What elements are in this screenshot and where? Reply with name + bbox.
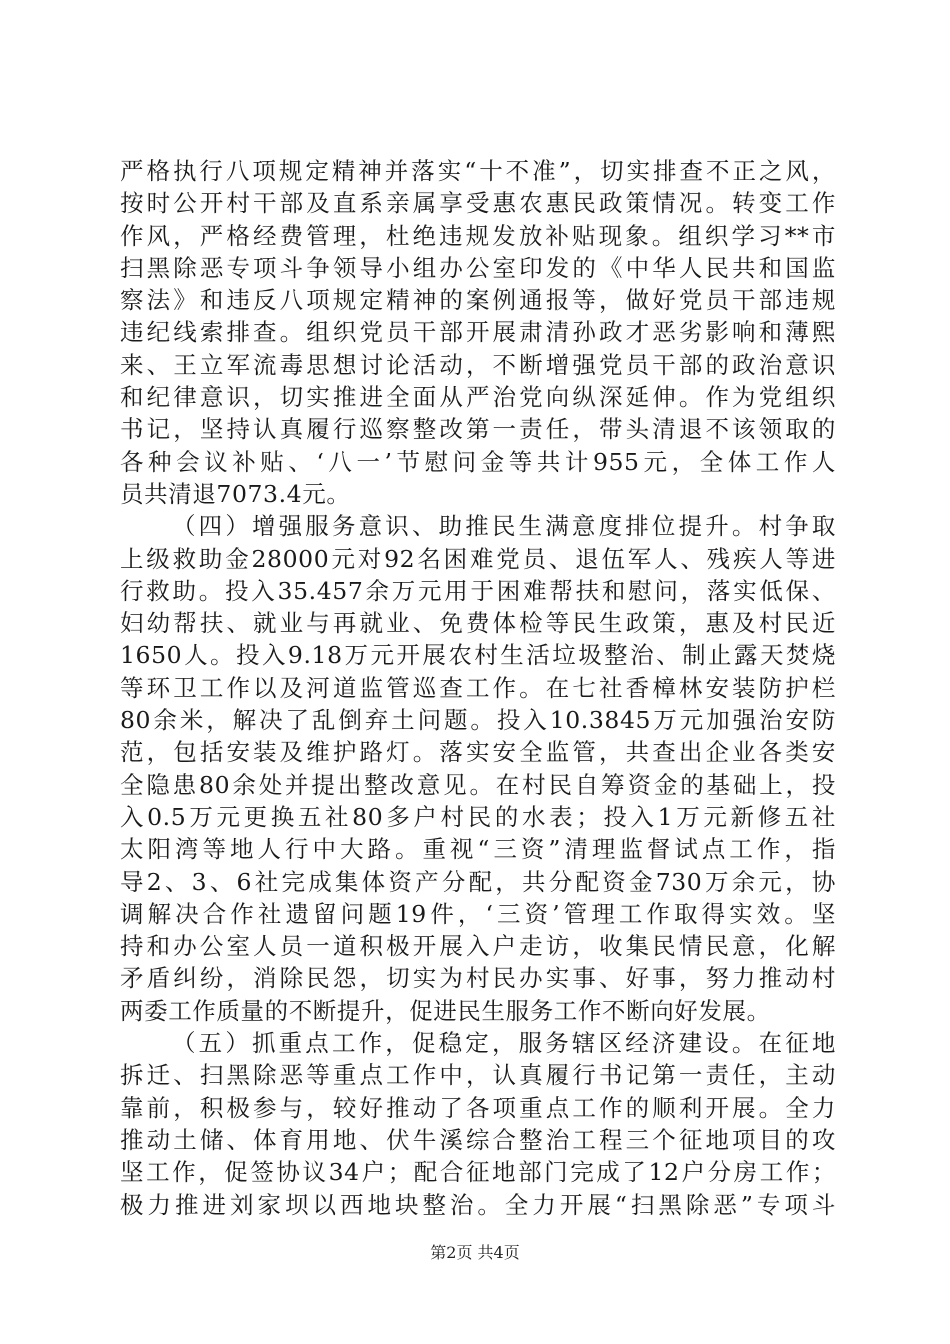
text-line: 扫黑除恶专项斗争领导小组办公室印发的《中华人民共和国监 — [120, 253, 836, 282]
text-line: 范，包括安装及维护路灯。落实安全监管，共查出企业各类安 — [120, 738, 836, 767]
text-line: 调解决合作社遗留问题19件，‘三资’管理工作取得实效。坚 — [120, 899, 836, 928]
text-line: 入0.5万元更换五社80多户村民的水表；投入1万元新修五社 — [120, 802, 836, 831]
document-body — [120, 155, 836, 1221]
text-line: 妇幼帮扶、就业与再就业、免费体检等民生政策，惠及村民近 — [120, 609, 836, 638]
text-line: 按时公开村干部及直系亲属享受惠农惠民政策情况。转变工作 — [120, 189, 836, 218]
text-line: 拆迁、扫黑除恶等重点工作中，认真履行书记第一责任，主动 — [120, 1061, 836, 1090]
section-heading-4: （四）增强服务意识、助推民生满意度排位提升。村争取 — [172, 512, 836, 541]
text-line: 极力推进刘家坝以西地块整治。全力开展“扫黑除恶”专项斗 — [120, 1190, 836, 1219]
text-line: 来、王立军流毒思想讨论活动，不断增强党员干部的政治意识 — [120, 350, 836, 379]
text-line: 作风，严格经费管理，杜绝违规发放补贴现象。组织学习**市 — [120, 221, 836, 250]
text-line: 全隐患80余处并提出整改意见。在村民自筹资金的基础上，投 — [120, 770, 836, 799]
text-line: 等环卫工作以及河道监管巡查工作。在七社香樟林安装防护栏 — [120, 673, 836, 702]
text-line: 严格执行八项规定精神并落实“十不准”，切实排查不正之风， — [120, 157, 836, 185]
text-line: 持和办公室人员一道积极开展入户走访，收集民情民意，化解 — [120, 932, 836, 961]
text-line: 书记，坚持认真履行巡察整改第一责任，带头清退不该领取的 — [120, 415, 836, 444]
text-line: 靠前，积极参与，较好推动了各项重点工作的顺利开展。全力 — [120, 1093, 836, 1122]
text-line: 太阳湾等地人行中大路。重视“三资”清理监督试点工作，指 — [120, 835, 836, 864]
text-line: 80余米，解决了乱倒弃土问题。投入10.3845万元加强治安防 — [120, 706, 836, 735]
text-line: 行救助。投入35.457余万元用于困难帮扶和慰问，落实低保、 — [120, 576, 836, 605]
text-line: 违纪线索排查。组织党员干部开展肃清孙政才恶劣影响和薄熙 — [120, 318, 836, 347]
text-line: 和纪律意识，切实推进全面从严治党向纵深延伸。作为党组织 — [120, 383, 836, 412]
text-line: 两委工作质量的不断提升，促进民生服务工作不断向好发展。 — [120, 996, 771, 1025]
text-line: 导2、3、6社完成集体资产分配，共分配资金730万余元，协 — [120, 867, 836, 896]
text-line: 各种会议补贴、‘八一’节慰问金等共计955元，全体工作人 — [120, 447, 836, 476]
text-line: 察法》和违反八项规定精神的案例通报等，做好党员干部违规 — [120, 286, 836, 315]
text-line: 坚工作，促签协议34户；配合征地部门完成了12户分房工作； — [120, 1158, 836, 1187]
text-line: 上级救助金28000元对92名困难党员、退伍军人、残疾人等进 — [120, 544, 836, 573]
text-line: 员共清退7073.4元。 — [120, 479, 351, 508]
text-line: 1650人。投入9.18万元开展农村生活垃圾整治、制止露天焚烧 — [120, 641, 836, 670]
page-number-footer: 第2页 共4页 — [430, 1243, 520, 1262]
text-line: 矛盾纠纷，消除民怨，切实为村民办实事、好事，努力推动村 — [120, 964, 836, 993]
section-heading-5: （五）抓重点工作，促稳定，服务辖区经济建设。在征地 — [172, 1029, 836, 1058]
text-line: 推动土储、体育用地、伏牛溪综合整治工程三个征地项目的攻 — [120, 1125, 836, 1154]
